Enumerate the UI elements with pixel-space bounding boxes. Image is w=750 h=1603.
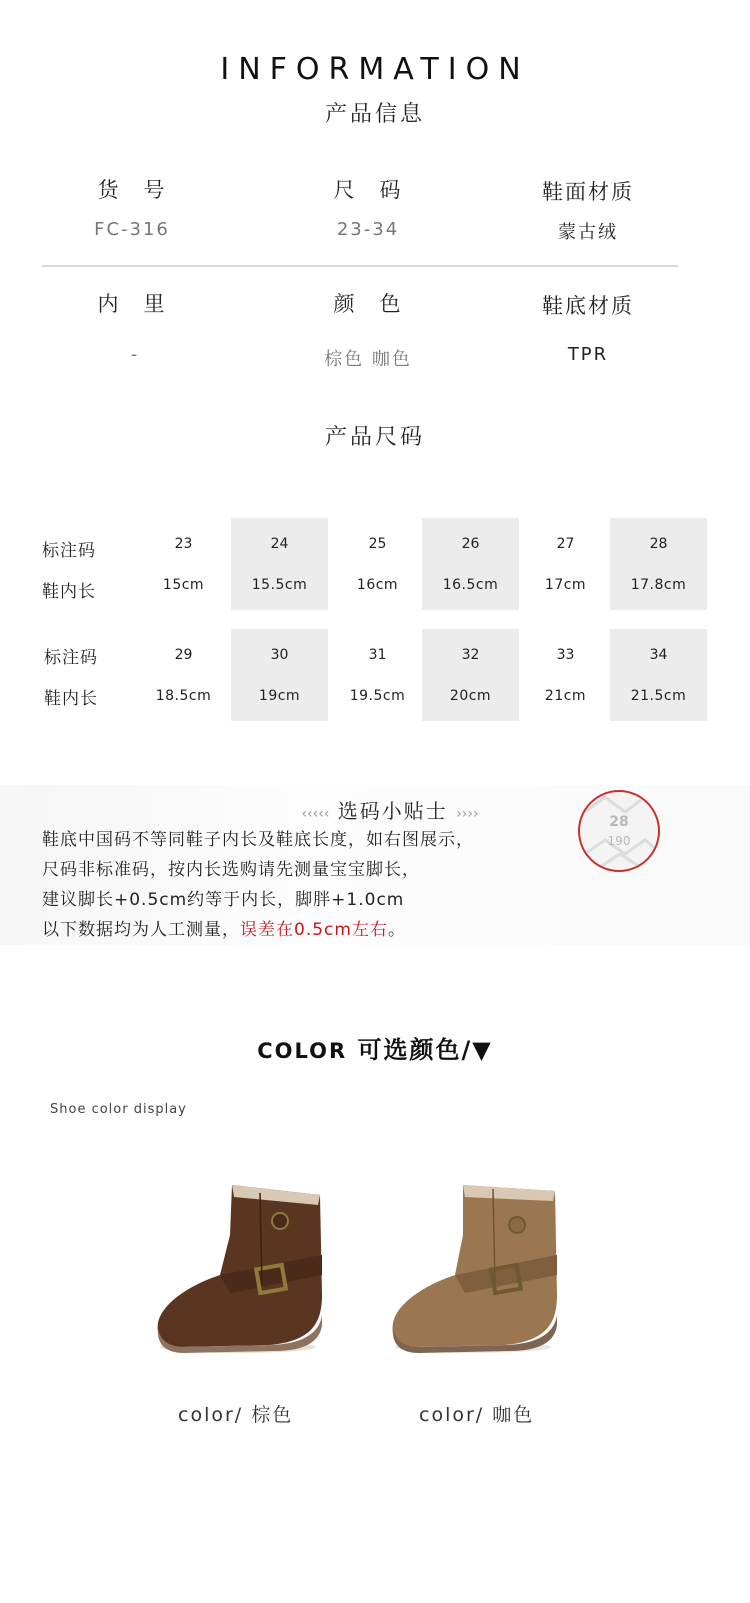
size-number: 30	[270, 647, 289, 663]
sole-size-image	[578, 790, 660, 872]
color-section-title	[0, 1030, 750, 1065]
size-number: 31	[368, 647, 387, 663]
sole-length-number: 190	[607, 834, 631, 848]
size-number: 33	[556, 647, 575, 663]
inner-length: 18.5cm	[155, 688, 212, 704]
size-number: 26	[461, 536, 480, 552]
tips-arrows-right: ››››	[456, 806, 479, 822]
row-label-length-2: 鞋内长	[44, 689, 98, 709]
size-column	[231, 629, 328, 721]
size-column	[517, 629, 614, 721]
sole-pattern-icon	[580, 792, 660, 872]
color-title-cn: 可选颜色/	[347, 1036, 473, 1064]
coffee-boot-image[interactable]	[385, 1175, 565, 1355]
size-number: 29	[174, 647, 193, 663]
tips-title: 选码小贴士	[337, 799, 448, 823]
size-column	[517, 518, 614, 610]
size-column	[135, 518, 232, 610]
color-title-en: COLOR	[257, 1039, 348, 1063]
size-number: 34	[649, 647, 668, 663]
size-value: 23-34	[336, 219, 400, 240]
row-label-size-2: 标注码	[44, 648, 98, 668]
tip-line-1: 鞋底中国码不等同鞋子内长及鞋底长度，如右图展示，	[42, 830, 474, 850]
size-label: 尺 码	[333, 178, 403, 202]
size-number: 32	[461, 647, 480, 663]
color-title-marker: ▼	[472, 1036, 493, 1064]
size-number: 28	[649, 536, 668, 552]
size-column	[329, 629, 426, 721]
brown-caption-prefix: color/	[178, 1404, 252, 1426]
tip-line-4	[42, 915, 406, 940]
info-subtitle: 产品信息	[324, 102, 425, 127]
lining-value: -	[130, 344, 140, 365]
color-value: 棕色 咖色	[324, 349, 412, 370]
inner-length: 17cm	[544, 577, 587, 593]
inner-length: 19cm	[258, 688, 301, 704]
tips-heading	[270, 795, 510, 824]
inner-length: 15cm	[162, 577, 205, 593]
lining-label: 内 里	[97, 292, 167, 316]
inner-length: 20cm	[449, 688, 492, 704]
shoe-color-display-label: Shoe color display	[50, 1102, 187, 1117]
coffee-caption-prefix: color/	[419, 1404, 493, 1426]
upper-material-value: 蒙古绒	[558, 222, 618, 243]
inner-length: 16.5cm	[442, 577, 499, 593]
tip-line-4-end: 。	[387, 920, 406, 940]
size-column	[135, 629, 232, 721]
inner-length: 15.5cm	[251, 577, 308, 593]
size-number: 24	[270, 536, 289, 552]
tip-error-note: 误差在0.5cm左右	[240, 920, 388, 940]
row-label-size-1: 标注码	[42, 541, 96, 561]
sole-material-value: TPR	[567, 344, 609, 365]
brown-caption-name: 棕色	[251, 1404, 294, 1426]
brown-boot-image[interactable]	[150, 1175, 330, 1355]
inner-length: 21cm	[544, 688, 587, 704]
size-number: 25	[368, 536, 387, 552]
inner-length: 19.5cm	[349, 688, 406, 704]
sole-size-number: 28	[609, 814, 629, 830]
size-chart-title: 产品尺码	[324, 425, 425, 450]
size-number: 27	[556, 536, 575, 552]
tip-line-4-text: 以下数据均为人工测量，	[42, 920, 240, 940]
size-column	[422, 518, 519, 610]
sole-material-label: 鞋底材质	[542, 294, 634, 318]
color-label: 颜 色	[333, 292, 403, 316]
tip-line-2: 尺码非标准码，按内长选购请先测量宝宝脚长，	[42, 860, 420, 880]
tips-arrows-left: ‹‹‹‹‹	[301, 806, 330, 822]
tip-line-3: 建议脚长+0.5cm约等于内长，脚胖+1.0cm	[42, 890, 405, 910]
upper-material-label: 鞋面材质	[542, 180, 634, 204]
size-column	[610, 629, 707, 721]
row-label-length-1: 鞋内长	[42, 582, 96, 602]
coffee-caption-name: 咖色	[492, 1404, 535, 1426]
size-column	[422, 629, 519, 721]
info-divider	[42, 265, 678, 267]
brown-color-caption	[178, 1400, 293, 1427]
inner-length: 17.8cm	[630, 577, 687, 593]
info-title: INFORMATION	[220, 52, 530, 87]
coffee-color-caption	[419, 1400, 534, 1427]
inner-length: 21.5cm	[630, 688, 687, 704]
item-no-label: 货 号	[97, 178, 167, 202]
size-column	[329, 518, 426, 610]
size-column	[610, 518, 707, 610]
size-column	[231, 518, 328, 610]
size-number: 23	[174, 536, 193, 552]
item-no-value: FC-316	[94, 219, 170, 240]
inner-length: 16cm	[356, 577, 399, 593]
